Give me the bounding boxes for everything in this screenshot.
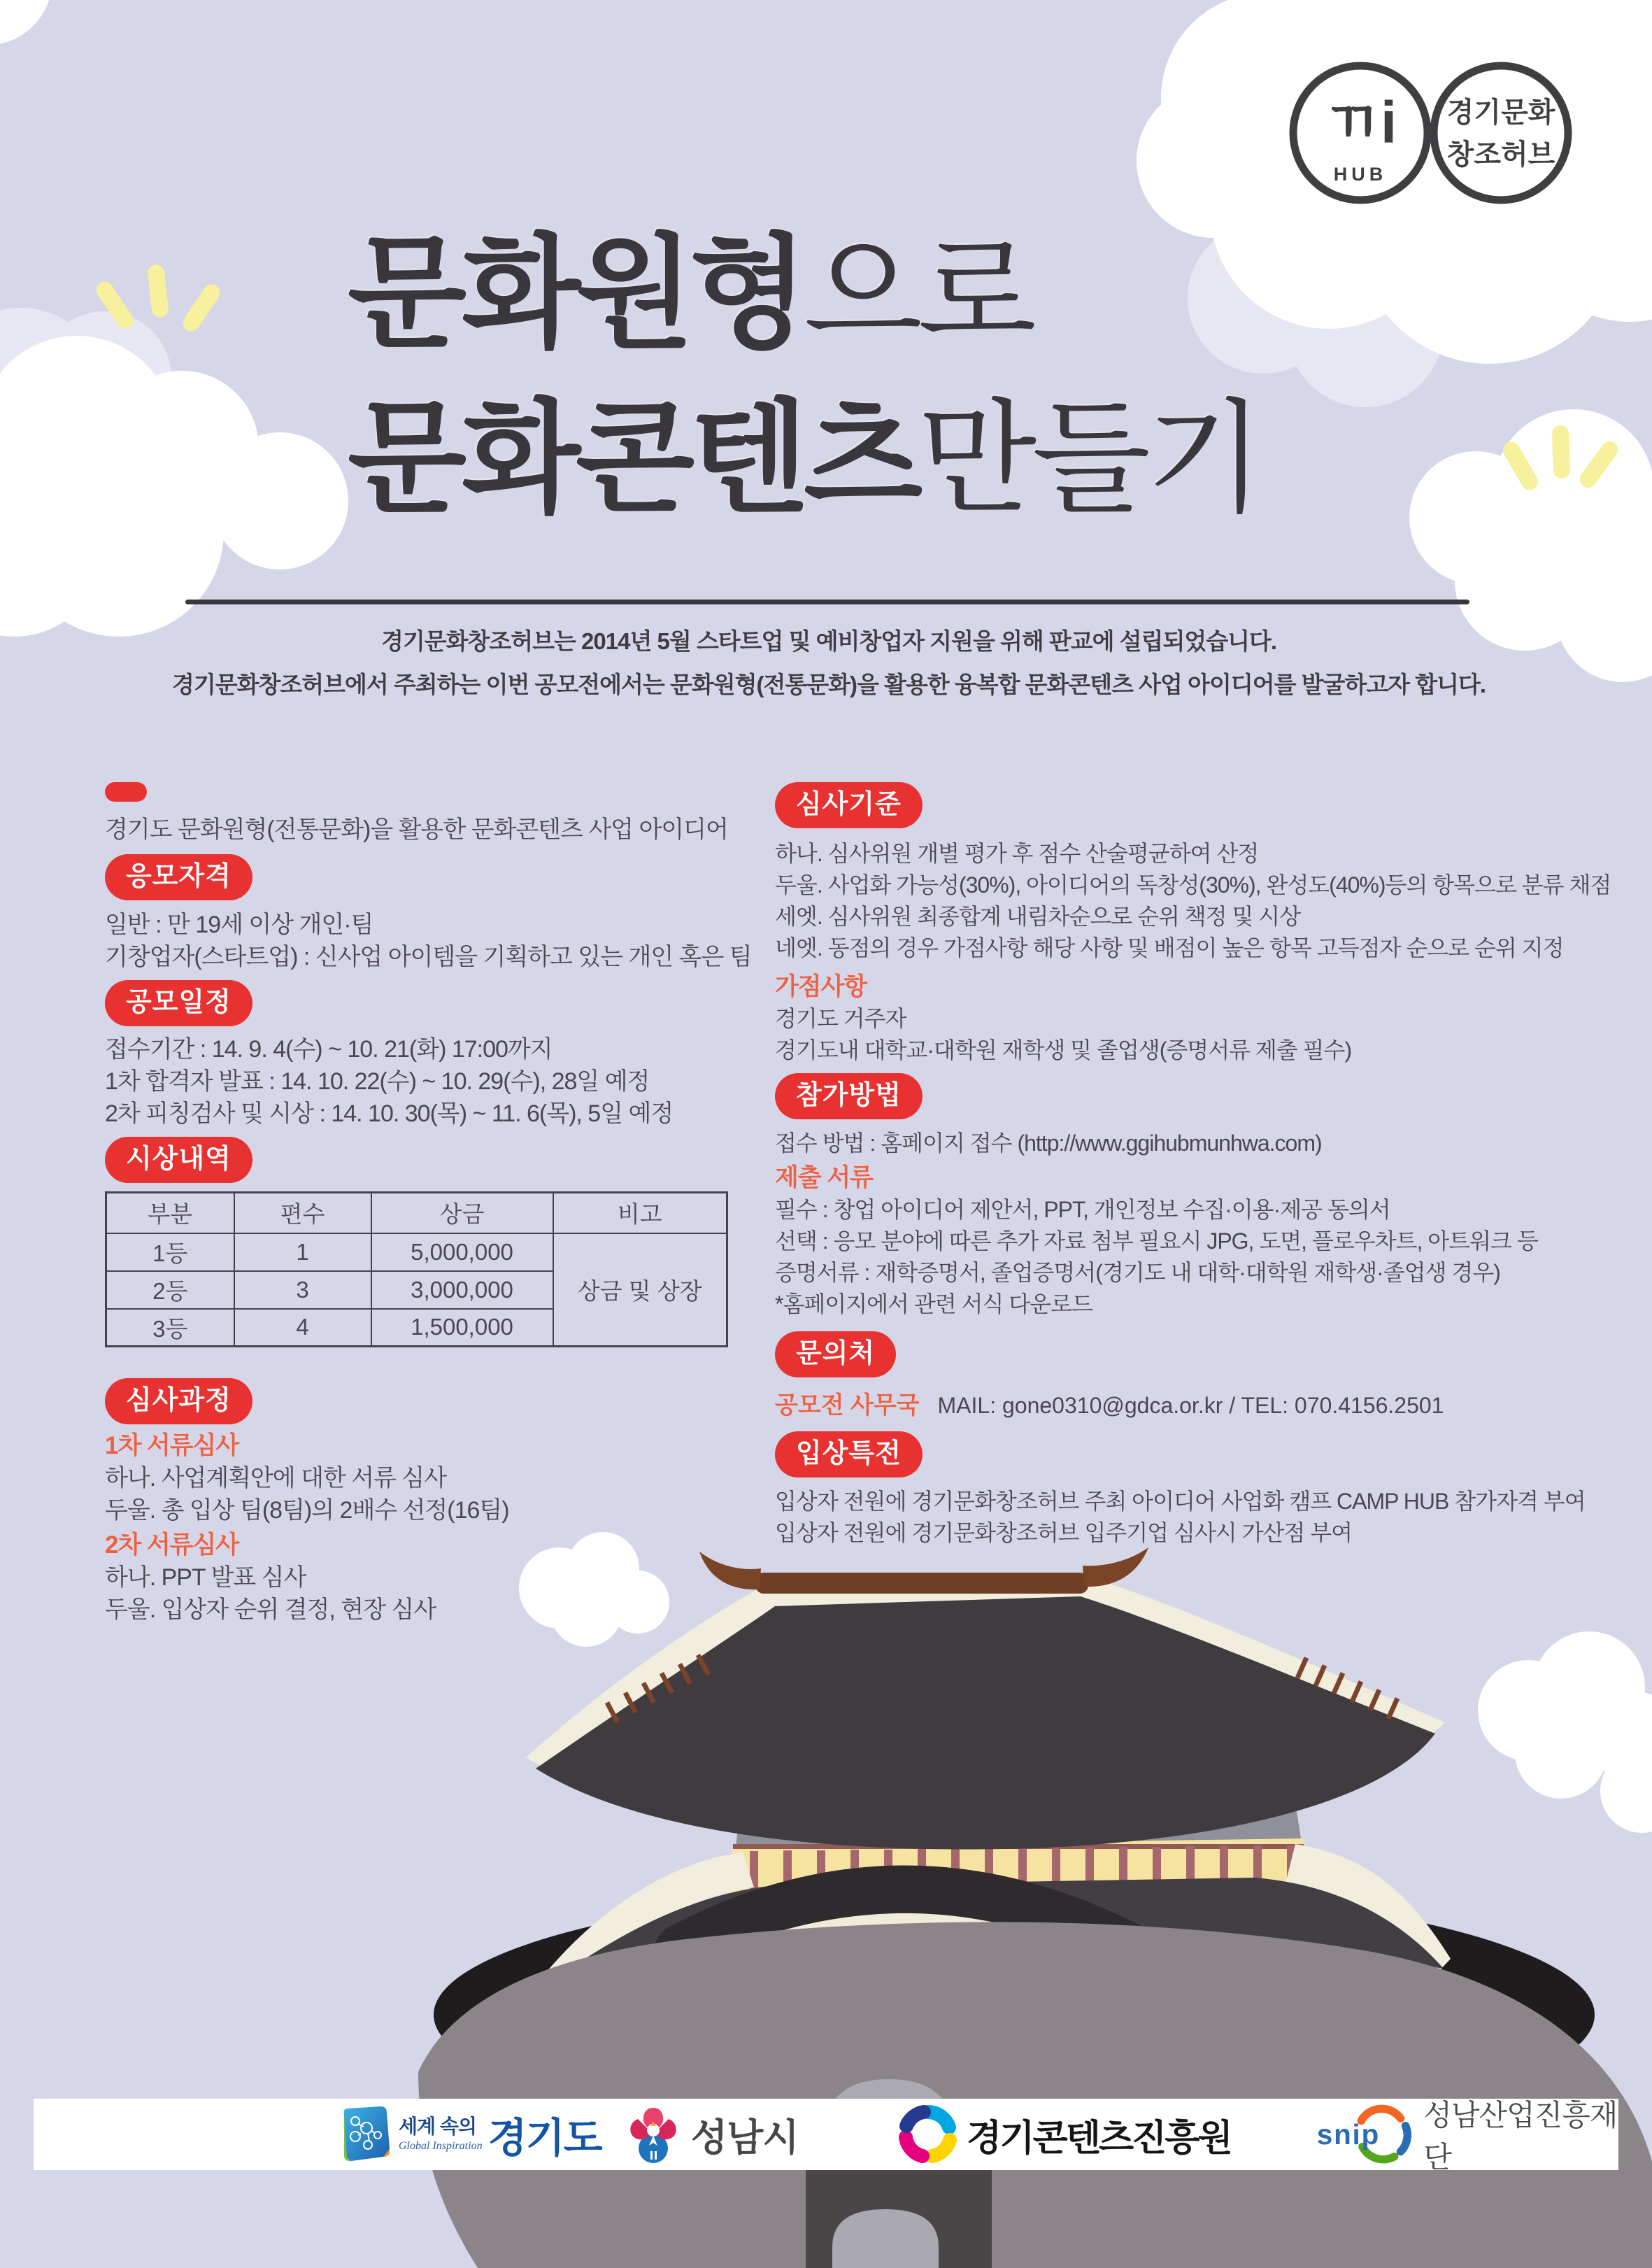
awards-header: 상금 (371, 1193, 553, 1233)
criteria-badge: 심사기준 (775, 782, 923, 828)
gyeonggi-en-label: Global Inspiration (399, 2140, 483, 2152)
process-line: 하나. PPT 발표 심사 (105, 1564, 306, 1591)
gyeonggi-text-block (399, 2117, 483, 2152)
schedule-badge: 공모일정 (105, 980, 252, 1026)
eligibility-line: 일반 : 만 19세 이상 개인·팀 (105, 912, 373, 938)
logo-gcon (898, 2099, 1231, 2170)
process-sub1: 1차 서류심사 (105, 1432, 239, 1459)
seongnam-icon (625, 2105, 681, 2164)
criteria-line: 세엣. 심사위원 최종합계 내림차순으로 순위 책정 및 시상 (775, 904, 1301, 929)
snip-label: 성남산업진흥재단 (1423, 2099, 1618, 2174)
gcon-label: 경기콘텐츠진흥원 (967, 2118, 1231, 2159)
awards-badge: 시상내역 (105, 1137, 252, 1183)
schedule-line: 접수기간 : 14. 9. 4(수) ~ 10. 21(화) 17:00까지 (105, 1036, 553, 1063)
awards-cell: 3등 (106, 1309, 234, 1347)
criteria-line: 경기도 거주자 (775, 1006, 906, 1031)
logo-seongnam (625, 2099, 799, 2170)
contact-line (775, 1386, 1649, 1420)
awards-cell: 1 (234, 1233, 371, 1271)
awards-header-row (106, 1193, 727, 1233)
seongnam-label: 성남시 (691, 2116, 799, 2159)
eligibility-badge: 응모자격 (105, 854, 252, 900)
contact-org: 공모전 사무국 (775, 1392, 920, 1419)
footer-sponsor-band (34, 2099, 1618, 2174)
section-howto (775, 1073, 1649, 1320)
snip-icon (1311, 2101, 1416, 2168)
awards-header: 편수 (234, 1193, 371, 1233)
awards-cell: 1,500,000 (371, 1309, 553, 1347)
topic-body: 경기도 문화원형(전통문화)을 활용한 문화콘텐츠 사업 아이디어 (105, 816, 728, 843)
benefits-line: 입상자 전원에 경기문화창조허브 주최 아이디어 사업화 캠프 CAMP HUB 참가자격 부여 (775, 1489, 1586, 1514)
section-awards (105, 1137, 780, 1347)
benefits-badge: 입상특전 (775, 1431, 923, 1477)
title-line2-strong: 문화콘텐츠 (348, 390, 918, 527)
howto-line: 접수 방법 : 홈페이지 접수 (http://www.ggihubmunhwa.com) (775, 1131, 1322, 1156)
awards-cell: 3,000,000 (371, 1271, 553, 1309)
gyeonggi-small-label: 세계 속의 (399, 2115, 476, 2137)
criteria-line: 두울. 사업화 가능성(30%), 아이디어의 독창성(30%), 완성도(40%)등의 항목으로 분류 채점 (775, 872, 1611, 898)
section-eligibility (105, 854, 780, 973)
awards-row (106, 1233, 727, 1271)
criteria-sub: 가점사항 (775, 973, 867, 1000)
section-criteria (775, 782, 1649, 1066)
snip-mark: snip (1316, 2118, 1381, 2151)
awards-cell: 1등 (106, 1233, 234, 1271)
hub-logo (1283, 43, 1577, 218)
topic-badge (105, 782, 147, 802)
title-line1-strong: 문화원형 (348, 225, 804, 362)
hub-logo-name-line1: 경기문화 (1446, 97, 1555, 128)
logo-snip (1311, 2099, 1618, 2174)
left-column (105, 782, 780, 1626)
section-process (105, 1378, 780, 1626)
contact-info: MAIL: gone0310@gdca.or.kr / TEL: 070.4156.2501 (937, 1393, 1444, 1418)
intro-text (168, 620, 1490, 707)
right-column (775, 782, 1649, 1549)
howto-line: 선택 : 응모 분야에 따른 추가 자료 첨부 필요시 JPG, 도면, 플로우차트, 아트워크 등 (775, 1228, 1538, 1254)
awards-note: 상금 및 상장 (553, 1233, 727, 1347)
process-badge: 심사과정 (105, 1378, 252, 1424)
awards-table (105, 1191, 728, 1347)
intro-line2: 경기문화창조허브에서 주최하는 이번 공모전에서는 문화원형(전통문화)을 활용한 융복합 문화콘텐츠 사업 아이디어를 발굴하고자 합니다. (171, 672, 1486, 697)
hub-logo-mark-sub: HUB (1333, 164, 1388, 185)
howto-line: *홈페이지에서 관련 서식 다운로드 (775, 1291, 1092, 1317)
hub-logo-name-line2: 창조허브 (1446, 139, 1555, 170)
gyeonggi-label: 경기도 (487, 2115, 601, 2161)
howto-sub: 제출 서류 (775, 1164, 873, 1191)
criteria-line: 경기도내 대학교·대학원 재학생 및 졸업생(증명서류 제출 필수) (775, 1037, 1352, 1063)
awards-header: 부분 (106, 1193, 234, 1233)
title-line2-light: 만들기 (918, 390, 1260, 527)
awards-cell: 3 (234, 1271, 371, 1309)
awards-cell: 5,000,000 (371, 1233, 553, 1271)
awards-cell: 4 (234, 1309, 371, 1347)
process-sub2: 2차 서류심사 (105, 1531, 239, 1559)
hub-logo-circle-name (1434, 66, 1568, 200)
section-contact (775, 1331, 1649, 1420)
howto-badge: 참가방법 (775, 1073, 923, 1119)
criteria-line: 네엣. 동점의 경우 가점사항 해당 사항 및 배점이 높은 항목 고득점자 순으로 순위 지정 (775, 935, 1564, 961)
howto-line: 필수 : 창업 아이디어 제안서, PPT, 개인정보 수집·이용·제공 동의서 (775, 1197, 1390, 1222)
gyeonggi-icon (337, 2106, 392, 2163)
gcon-icon (898, 2104, 958, 2164)
title-divider (185, 600, 1469, 604)
schedule-line: 2차 피칭검사 및 시상 : 14. 10. 30(목) ~ 11. 6(목), 5일 예정 (105, 1100, 674, 1127)
awards-header: 비고 (553, 1193, 727, 1233)
process-line: 두울. 총 입상 팀(8팀)의 2배수 선정(16팀) (105, 1497, 509, 1524)
howto-line: 증명서류 : 재학증명서, 졸업증명서(경기도 내 대학·대학원 재학생·졸업생 경우) (775, 1260, 1500, 1285)
title-line1 (348, 211, 1260, 376)
criteria-line: 하나. 심사위원 개별 평가 후 점수 산술평균하여 산정 (775, 841, 1259, 866)
title-line1-light: 으로 (804, 225, 1032, 362)
schedule-line: 1차 합격자 발표 : 14. 10. 22(수) ~ 10. 29(수), 28일 예정 (105, 1068, 650, 1095)
logo-gyeonggi (337, 2099, 601, 2170)
awards-cell: 2등 (106, 1271, 234, 1309)
process-line: 하나. 사업계획안에 대한 서류 심사 (105, 1465, 447, 1491)
eligibility-line: 기창업자(스타트업) : 신사업 아이템을 기획하고 있는 개인 혹은 팀 (105, 944, 752, 970)
section-benefits (775, 1431, 1649, 1549)
contact-badge: 문의처 (775, 1331, 896, 1377)
page-title (348, 211, 1260, 541)
hub-logo-mark: ㄲi (1323, 90, 1397, 155)
process-line: 두울. 입상자 순위 결정, 현장 심사 (105, 1596, 436, 1623)
intro-line1: 경기문화창조허브는 2014년 5월 스타트업 및 예비창업자 지원을 위해 판교에 설립되었습니다. (380, 628, 1277, 654)
section-topic (105, 782, 780, 846)
section-schedule (105, 980, 780, 1130)
title-line2 (348, 376, 1260, 541)
benefits-line: 입상자 전원에 경기문화창조허브 입주기업 심사시 가산점 부여 (775, 1520, 1353, 1545)
